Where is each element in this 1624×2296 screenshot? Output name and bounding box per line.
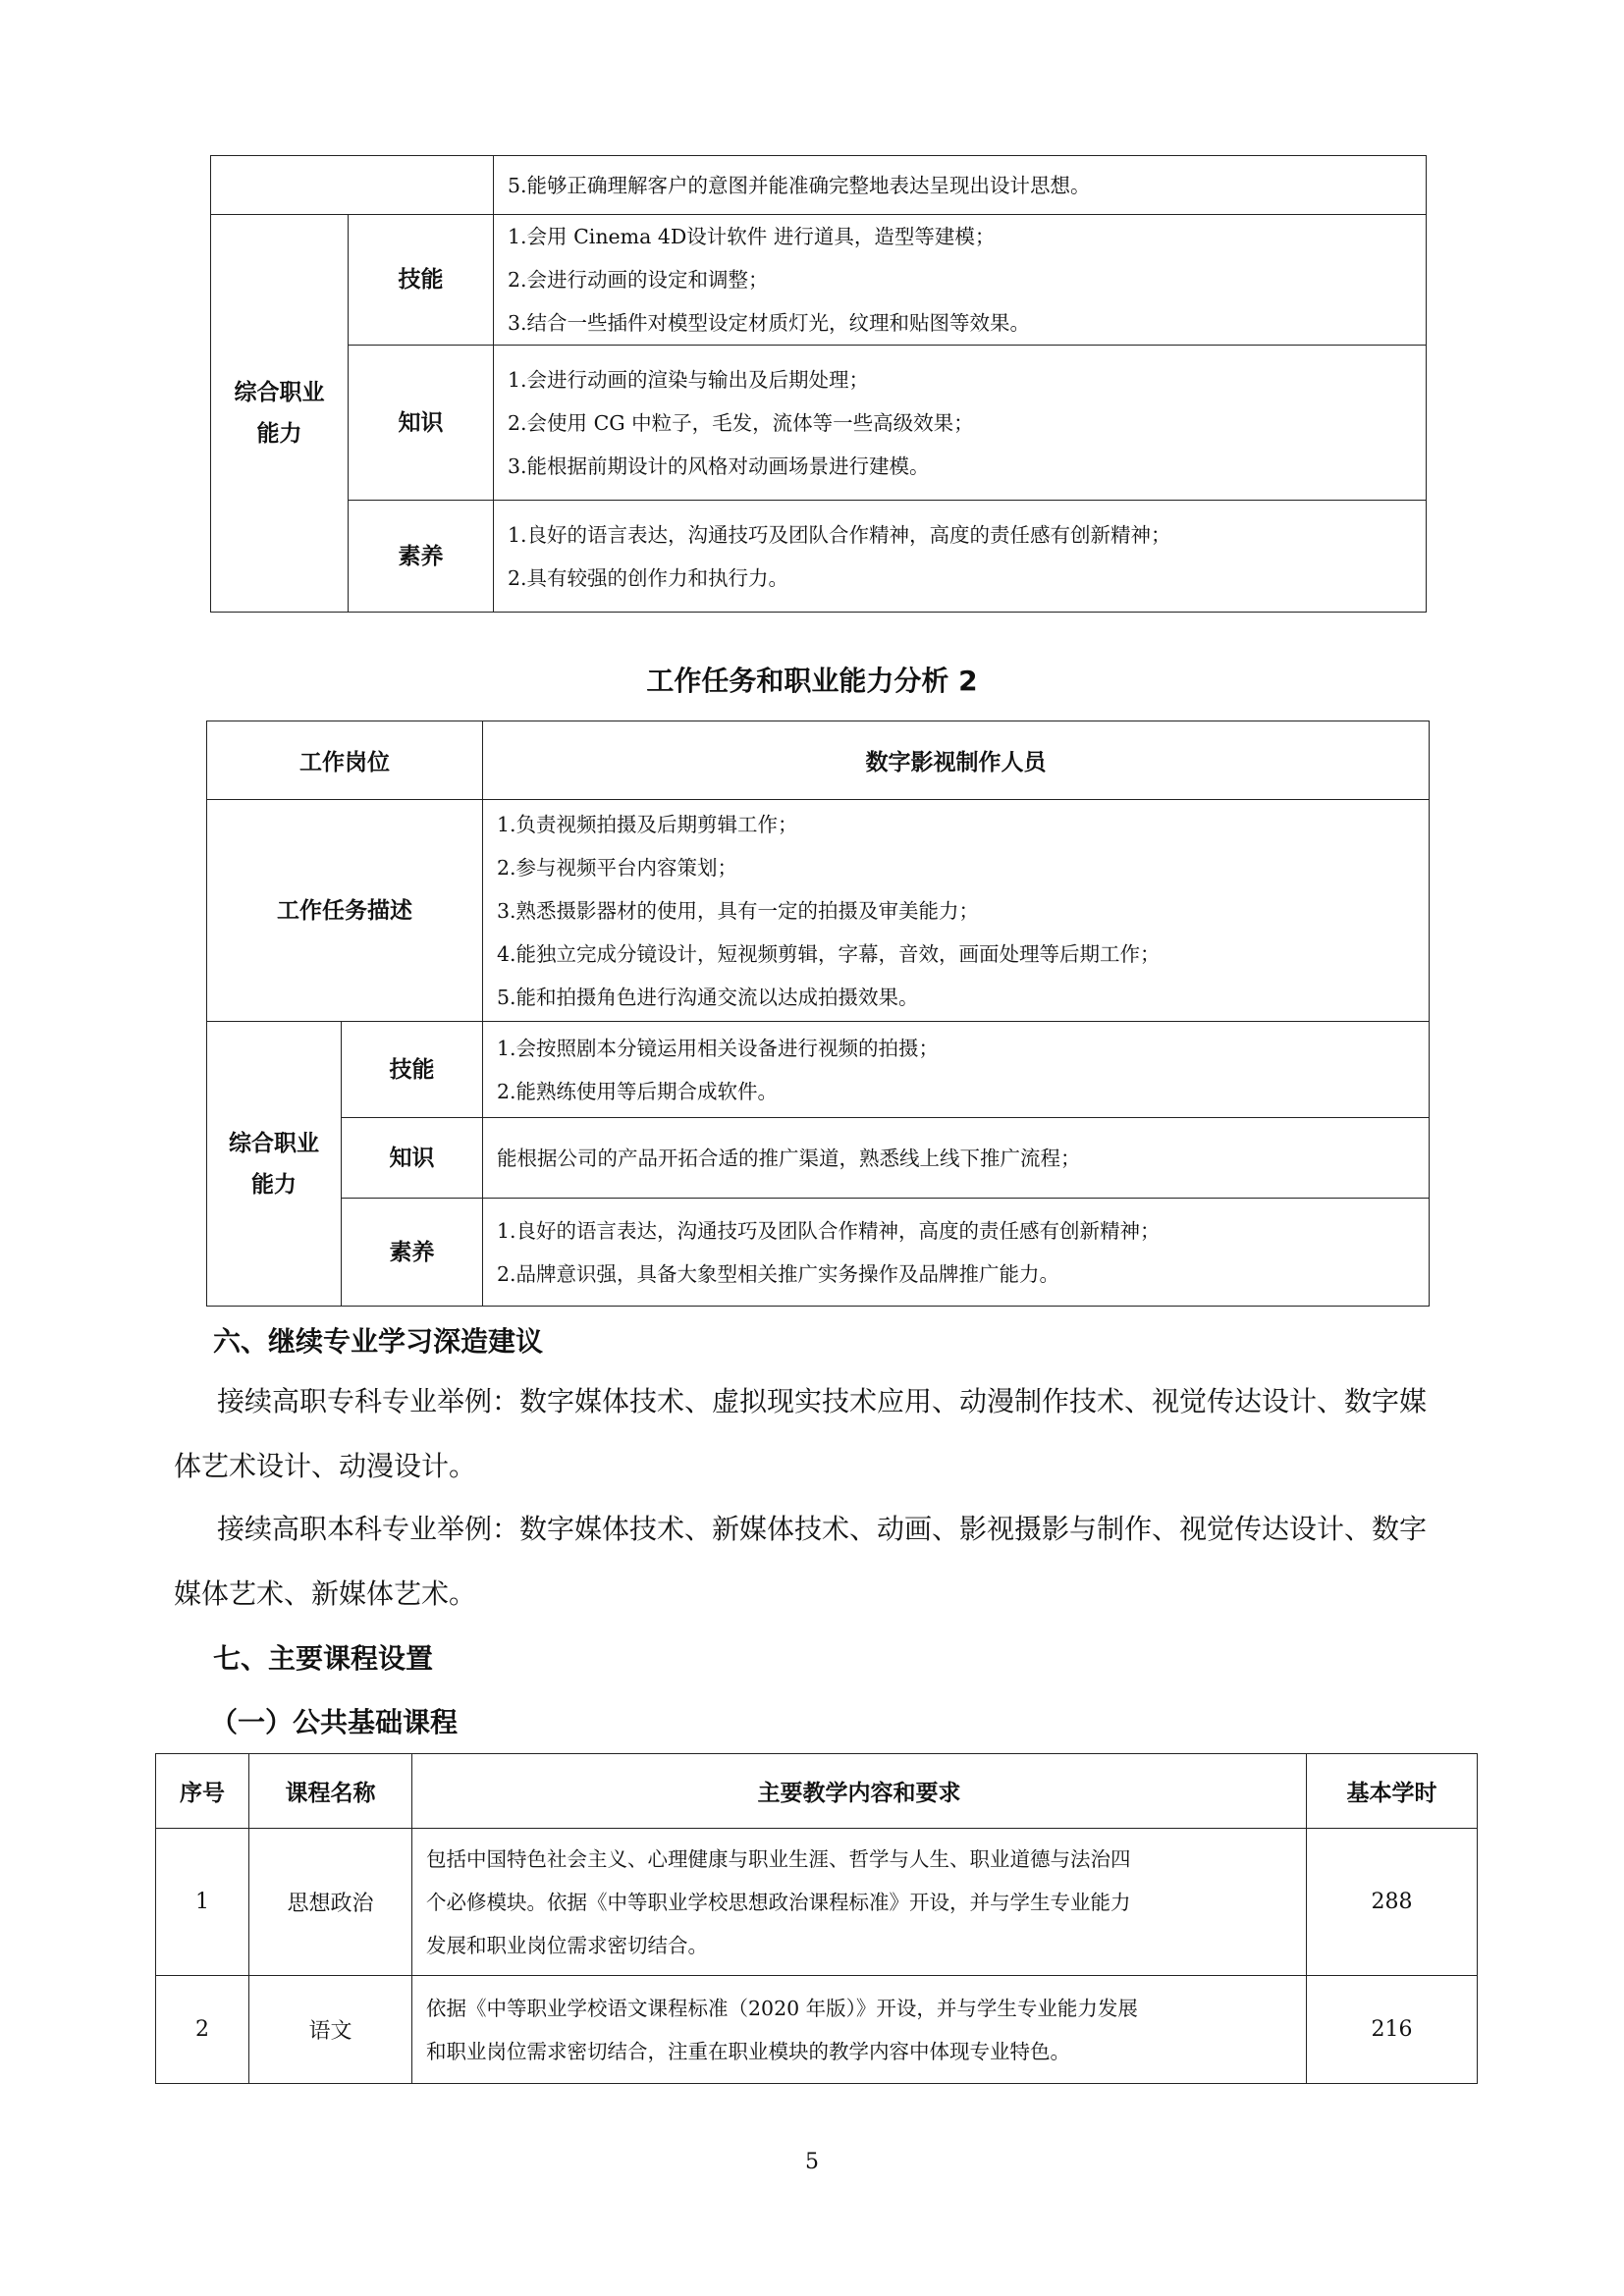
course-header-name: 课程名称 [249, 1754, 412, 1829]
ability-table-1 [210, 155, 1427, 613]
table2-skill-label: 技能 [342, 1022, 483, 1118]
course-no: 1 [156, 1829, 249, 1976]
course-no: 2 [156, 1976, 249, 2084]
course-content: 依据《中等职业学校语文课程标准（2020 年版）》开设，并与学生专业能力发展 和职业岗位需求密切结合，注重在职业模块的教学内容中体现专业特色。 [412, 1976, 1307, 2084]
table1-blank-cell [211, 156, 494, 215]
course-name: 语文 [249, 1976, 412, 2084]
table2-skill-text: 1.会按照剧本分镜运用相关设备进行视频的拍摄； 2.能熟练使用等后期合成软件。 [483, 1022, 1430, 1118]
course-header-no: 序号 [156, 1754, 249, 1829]
course-content: 包括中国特色社会主义、心理健康与职业生涯、哲学与人生、职业道德与法治四 个必修模块。依据《中等职业学校思想政治课程标准》开设，并与学生专业能力 发展和职业岗位需求密切结合。 [412, 1829, 1307, 1976]
table-row [156, 1976, 1478, 2084]
table1-knowledge-text: 1.会进行动画的渲染与输出及后期处理； 2.会使用 CG 中粒子，毛发，流体等一些高级效果； 3.能根据前期设计的风格对动画场景进行建模。 [494, 346, 1427, 501]
course-hours: 288 [1307, 1829, 1478, 1976]
table1-group-label: 综合职业 能力 [211, 215, 349, 613]
table1-quality-text: 1.良好的语言表达，沟通技巧及团队合作精神，高度的责任感有创新精神； 2.具有较强的创作力和执行力。 [494, 501, 1427, 613]
section6-paragraph-2: 接续高职本科专业举例：数字媒体技术、新媒体技术、动画、影视摄影与制作、视觉传达设计、数字 媒体艺术、新媒体艺术。 [174, 1513, 1428, 1610]
table1-top-row-text: 5.能够正确理解客户的意图并能准确完整地表达呈现出设计思想。 [494, 156, 1427, 215]
table2-header-role: 数字影视制作人员 [483, 721, 1430, 800]
section7-heading: 七、主要课程设置 [213, 1642, 434, 1675]
table-row [156, 1829, 1478, 1976]
table2-knowledge-label: 知识 [342, 1118, 483, 1199]
table2-task-label: 工作任务描述 [207, 800, 483, 1022]
table2-knowledge-text: 能根据公司的产品开拓合适的推广渠道，熟悉线上线下推广流程； [483, 1118, 1430, 1199]
table2-caption: 工作任务和职业能力分析 2 [646, 665, 978, 697]
section7-subheading: （一）公共基础课程 [210, 1706, 459, 1738]
table1-quality-label: 素养 [349, 501, 494, 613]
table2-header-post: 工作岗位 [207, 721, 483, 800]
page-number: 5 [805, 2150, 819, 2174]
course-table [155, 1753, 1478, 2084]
section6-paragraph-1: 接续高职专科专业举例：数字媒体技术、虚拟现实技术应用、动漫制作技术、视觉传达设计、数字媒 体艺术设计、动漫设计。 [174, 1385, 1428, 1482]
course-header-hours: 基本学时 [1307, 1754, 1478, 1829]
table2-group-label: 综合职业 能力 [207, 1022, 342, 1307]
course-name: 思想政治 [249, 1829, 412, 1976]
course-header-content: 主要教学内容和要求 [412, 1754, 1307, 1829]
table1-skill-text: 1.会用 Cinema 4D设计软件 进行道具，造型等建模； 2.会进行动画的设定和调整； 3.结合一些插件对模型设定材质灯光，纹理和贴图等效果。 [494, 215, 1427, 346]
table1-skill-label: 技能 [349, 215, 494, 346]
course-hours: 216 [1307, 1976, 1478, 2084]
table2-quality-text: 1.良好的语言表达，沟通技巧及团队合作精神，高度的责任感有创新精神； 2.品牌意识强，具备大象型相关推广实务操作及品牌推广能力。 [483, 1199, 1430, 1307]
table2-task-text: 1.负责视频拍摄及后期剪辑工作； 2.参与视频平台内容策划； 3.熟悉摄影器材的使用，具有一定的拍摄及审美能力； 4.能独立完成分镜设计，短视频剪辑，字幕，音效，画面处理等后期工作； 5.能和拍摄角色进行沟通交流以达成拍摄效果。 [483, 800, 1430, 1022]
section6-heading: 六、继续专业学习深造建议 [213, 1325, 544, 1358]
table2-quality-label: 素养 [342, 1199, 483, 1307]
table1-knowledge-label: 知识 [349, 346, 494, 501]
ability-table-2 [206, 721, 1430, 1307]
